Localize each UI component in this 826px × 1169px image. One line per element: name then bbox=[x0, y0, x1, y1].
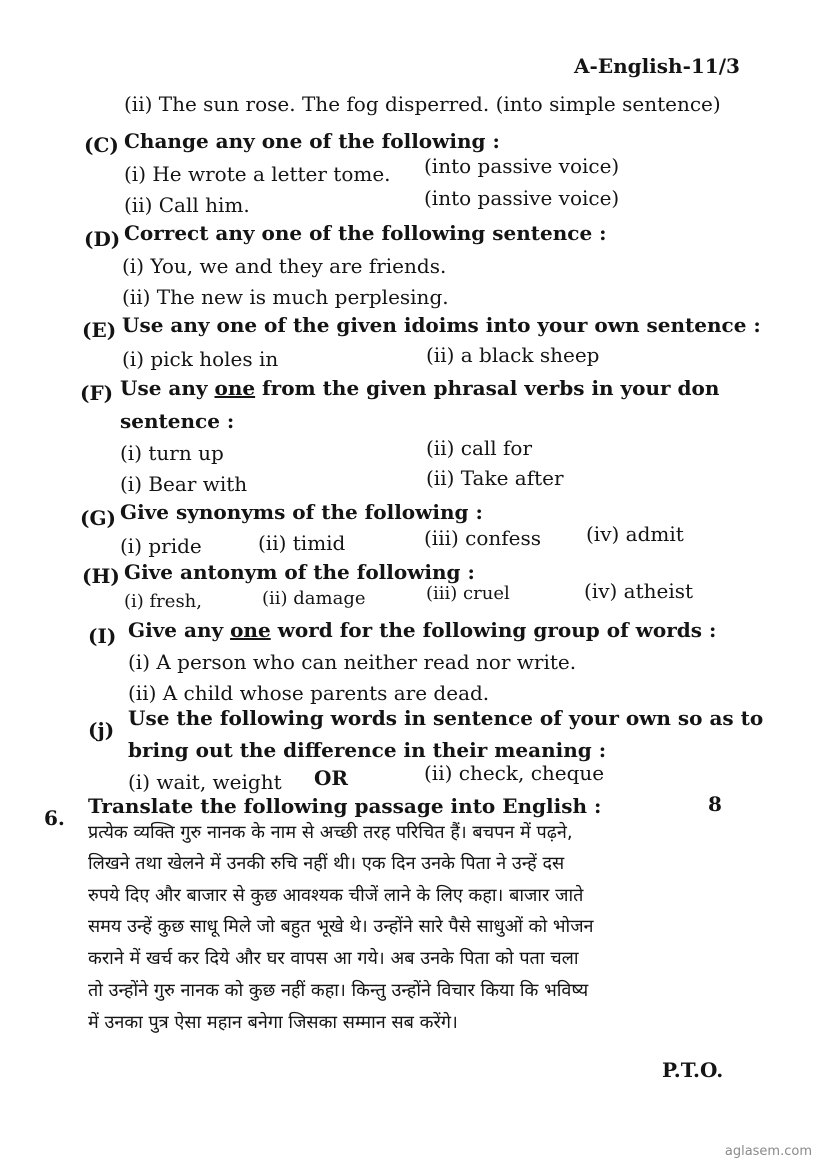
page-code: A-English-11/3 bbox=[574, 54, 740, 78]
c-heading: Change any one of the following : bbox=[124, 129, 500, 153]
f-i-2: (i) Bear with bbox=[120, 472, 248, 496]
e-label: (E) bbox=[82, 318, 117, 342]
hindi-line-5: कराने में खर्च कर दिये और घर वापस आ गये। अब उनके पिता को पता चला bbox=[88, 948, 579, 969]
f-heading-2: sentence : bbox=[120, 409, 235, 433]
i-label: (I) bbox=[88, 624, 117, 648]
j-or: OR bbox=[314, 766, 349, 790]
j-heading: Use the following words in sentence of your own so as to bbox=[128, 706, 764, 730]
j-label: (j) bbox=[88, 718, 115, 742]
j-ii: (ii) check, cheque bbox=[424, 761, 605, 785]
j-i: (i) wait, weight bbox=[128, 770, 282, 794]
d-heading: Correct any one of the following sentence : bbox=[124, 221, 607, 245]
e-ii: (ii) a black sheep bbox=[426, 343, 600, 367]
i-heading-pre: Give any bbox=[128, 618, 231, 642]
i-i: (i) A person who can neither read nor write. bbox=[128, 650, 577, 674]
d-i: (i) You, we and they are friends. bbox=[122, 254, 447, 278]
f-ii-2: (ii) Take after bbox=[426, 466, 564, 490]
f-heading bbox=[120, 376, 719, 400]
g-label: (G) bbox=[80, 506, 117, 530]
g-iii: (iii) confess bbox=[424, 526, 542, 550]
f-heading-pre: Use any bbox=[120, 376, 215, 400]
hindi-line-2: लिखने तथा खेलने में उनकी रुचि नहीं थी। एक दिन उनके पिता ने उन्हें दस bbox=[88, 853, 565, 874]
f-heading-underlined: one bbox=[214, 376, 256, 400]
g-heading: Give synonyms of the following : bbox=[120, 500, 483, 524]
i-heading bbox=[128, 618, 716, 642]
f-ii-1: (ii) call for bbox=[426, 436, 533, 460]
hindi-line-4: समय उन्हें कुछ साधू मिले जो बहुत भूखे थे। उन्होंने सारे पैसे साधुओं को भोजन bbox=[88, 916, 594, 937]
pto: P.T.O. bbox=[662, 1058, 724, 1082]
f-label: (F) bbox=[80, 381, 114, 405]
j-heading-2: bring out the difference in their meaning : bbox=[128, 738, 607, 762]
c-ii-note: (into passive voice) bbox=[424, 186, 620, 210]
f-i-1: (i) turn up bbox=[120, 441, 224, 465]
i-ii: (ii) A child whose parents are dead. bbox=[128, 681, 490, 705]
hindi-line-1: प्रत्येक व्यक्ति गुरु नानक के नाम से अच्छी तरह परिचित हैं। बचपन में पढ़ने, bbox=[88, 822, 573, 843]
h-iii: (iii) cruel bbox=[426, 583, 510, 604]
e-i: (i) pick holes in bbox=[122, 347, 279, 371]
i-heading-underlined: one bbox=[230, 618, 271, 642]
h-ii: (ii) damage bbox=[262, 588, 366, 609]
h-heading: Give antonym of the following : bbox=[124, 560, 475, 584]
hindi-line-7: में उनका पुत्र ऐसा महान बनेगा जिसका सम्मान सब करेंगे। bbox=[88, 1012, 458, 1033]
q6-number: 6. bbox=[44, 806, 65, 830]
h-iv: (iv) atheist bbox=[584, 579, 694, 603]
h-label: (H) bbox=[82, 564, 120, 588]
g-ii: (ii) timid bbox=[258, 531, 346, 555]
hindi-line-6: तो उन्होंने गुरु नानक को कुछ नहीं कहा। किन्तु उन्होंने विचार किया कि भविष्य bbox=[88, 980, 589, 1001]
c-i-note: (into passive voice) bbox=[424, 154, 620, 178]
hindi-line-3: रुपये दिए और बाजार से कुछ आवश्यक चीजें लाने के लिए कहा। बाजार जाते bbox=[88, 885, 584, 906]
c-ii: (ii) Call him. bbox=[124, 193, 250, 217]
b-ii: (ii) The sun rose. The fog disperred. (into simple sentence) bbox=[124, 92, 721, 116]
d-label: (D) bbox=[84, 227, 121, 251]
q6-marks: 8 bbox=[708, 792, 722, 816]
d-ii: (ii) The new is much perplesing. bbox=[122, 285, 449, 309]
q6-heading: Translate the following passage into English : bbox=[88, 794, 602, 818]
f-heading-post: from the given phrasal verbs in your don bbox=[255, 376, 720, 400]
g-iv: (iv) admit bbox=[586, 522, 684, 546]
h-i: (i) fresh, bbox=[124, 591, 202, 612]
c-i: (i) He wrote a letter tome. bbox=[124, 162, 391, 186]
watermark: aglasem.com bbox=[724, 1144, 812, 1159]
e-heading: Use any one of the given idoims into your own sentence : bbox=[122, 313, 761, 337]
i-heading-post: word for the following group of words : bbox=[270, 618, 717, 642]
g-i: (i) pride bbox=[120, 534, 202, 558]
c-label: (C) bbox=[84, 133, 119, 157]
